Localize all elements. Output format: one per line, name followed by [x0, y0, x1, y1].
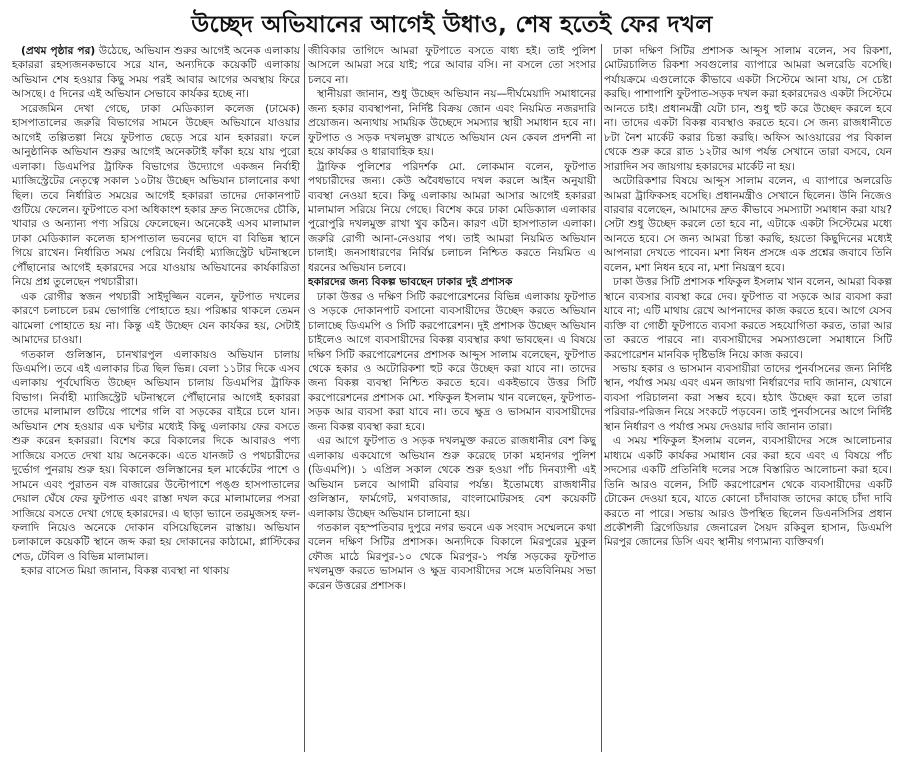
paragraph	[308, 521, 596, 593]
headline: উচ্ছেদ অভিযানের আগেই উধাও, শেষ হতেই ফের দখল	[191, 12, 713, 38]
paragraph	[604, 275, 892, 362]
subheading: হকারদের জন্য বিকল্প ভাবছেন ঢাকার দুই প্রশাসক	[308, 276, 513, 289]
paragraph	[12, 44, 300, 102]
column-3	[604, 44, 892, 756]
paragraph	[604, 434, 892, 550]
article-columns	[12, 44, 892, 756]
column-2	[308, 44, 596, 756]
paragraph-text: সভায় হকার ও ভাসমান ব্যবসায়ীরা তাদের পুনর্বাসনের জন্য নির্দিষ্ট স্থান, পর্যাপ্ত সময় এবং এমন জায়গা নির্ধারণের দাবি জানান, যেখানে ব্যবসা পরিচালনা করা সম্ভব হবে। হঠাৎ উচ্ছেদ করা হলে তারা পরিবার-পরিজন নিয়ে সংকটে পড়বেন। তাই পুনর্বাসনের আগে নির্দিষ্ট স্থান নির্ধারণ ও পর্যাপ্ত সময় দেওয়ার দাবি জানান তারা।	[604, 362, 892, 433]
paragraph-text: এক রোগীর স্বজন পথচারী সাইদুজ্জিন বলেন, ফুটপাত দখলের কারণে চলাচলে চরম ভোগান্তি পোহাতে হয়। পরিষ্কার থাকলে তেমন ঝামেলা পোহাতে হয় না। কিন্তু এই উচ্ছেদ যেন কার্যকর হয়, সেটাই আমাদের চাওয়া।	[12, 290, 300, 347]
paragraph-text: গতকাল বৃহস্পতিবার দুপুরে নগর ভবনে এক সংবাদ সম্মেলনে কথা বলেন দক্ষিণ সিটির প্রশাসক। অন্যদিকে বিকালে মিরপুরের মুকুল ফৌজ মাঠে মিরপুর-১০ থেকে মিরপুর-১ পর্যন্ত সড়কের ফুটপাত দখলমুক্ত করতে ভাসমান ও ক্ষুদ্র ব্যবসায়ীদের সঙ্গে মতবিনিময় সভা করেন উত্তরের প্রশাসক।	[308, 521, 596, 592]
paragraph-text: জীবিকার তাগিদে আমরা ফুটপাতে বসতে বাধ্য হই। তাই পুলিশ আসলে আমরা সরে যাই; পরে আবার বসি। না বসলে তো সংসার চলবে না।	[308, 45, 596, 86]
continuation-marker: (প্রথম পৃষ্ঠার পর)	[21, 45, 96, 57]
paragraph-text: এ সময় শফিকুল ইসলাম বলেন, ব্যবসায়ীদের সঙ্গে আলোচনার মাধ্যমে একটি কার্যকর সমাধান বের করা হবে এবং এ বিষয়ে পাঁচ সদস্যের একটি প্রতিনিধি দলের সঙ্গে বিস্তারিত আলোচনা করা হবে। তিনি আরও বলেন, সিটি করপোরেশন থেকে ব্যবসায়ীদের একটি টোকেন দেওয়া হবে, যাতে কোনো চাঁদাবাজ তাদের কাছে চাঁদা দাবি করতে না পারে। সভায় আরও উপস্থিত ছিলেন ডিএনসিসির প্রধান প্রকৌশলী ব্রিগেডিয়ার জেনারেল সৈয়দ রকিবুল হাসান, ডিএমপি মিরপুর জোনের ডিসি এবং স্থানীয় গণ্যমান্য ব্যক্তিবর্গ।	[604, 435, 892, 549]
paragraph	[12, 290, 300, 348]
paragraph-text: স্থানীয়রা জানান, শুধু উচ্ছেদ অভিযান নয়—দীর্ঘমেয়াদি সমাধানের জন্য হকার ব্যবস্থাপনা, নির্দিষ্ট বিক্রয় জোন এবং নিয়মিত নজরদারি প্রয়োজন। অন্যথায় সাময়িক উচ্ছেদে সমস্যার স্থায়ী সমাধান হবে না। ফুটপাত ও সড়ক দখলমুক্ত রাখতে অভিযান যেন কেবল প্রদর্শনী না হয়ে কার্যকর ও ধারাবাহিক হয়।	[308, 88, 596, 159]
paragraph	[12, 102, 300, 290]
paragraph-text: ঢাকা উত্তর সিটি প্রশাসক শফিকুল ইসলাম খান বলেন, আমরা বিকল্প স্থানে ব্যবসার ব্যবস্থা করে দেব। ফুটপাত বা সড়কে আর ব্যবসা করা যাবে না; এটি মাথায় রেখে আপনাদের কাজ করতে হবে। আগে যেসব ব্যক্তি বা গোষ্ঠী ফুটপাতে ব্যবসা করতে সহযোগিতা করত, তারা আর তা করতে পারবে না। ব্যবসায়ীদের সমস্যাগুলো সমাধানে সিটি করপোরেশন মানবিক দৃষ্টিভঙ্গি নিয়ে কাজ করবে।	[604, 276, 892, 361]
paragraph	[308, 290, 596, 435]
paragraph	[12, 564, 300, 578]
paragraph-text: ঢাকা উত্তর ও দক্ষিণ সিটি করপোরেশনের বিভিন্ন এলাকায় ফুটপাত ও সড়কে দোকানপাট বসানো ব্যবসায়ীদের উচ্ছেদ করতে অভিযান চালাচ্ছে ডিএমপি ও সিটি করপোরেশন। দুই প্রশাসক উচ্ছেদ অভিযান চাইলেও আগে ব্যবসায়ীদের বিকল্প ব্যবস্থার কথা ভাবছেন। এ বিষয়ে দক্ষিণ সিটি করপোরেশনের প্রশাসক আব্দুস সালাম বলেছেন, ফুটপাত থেকে হকার ও অটোরিকশা হুট করে উচ্ছেদ করা যাবে না। তাদের জন্য বিকল্প ব্যবস্থা নিশ্চিত করতে হবে। একইভাবে উত্তর সিটি করপোরেশনের প্রশাসক মো. শফিকুল ইসলাম খান বলেছেন, ফুটপাত-সড়ক আর ব্যবসা করা যাবে না। তবে ক্ষুদ্র ও ভাসমান ব্যবসায়ীদের জন্য বিকল্প ব্যবস্থা করা হবে।	[308, 290, 596, 433]
paragraph-text: সরেজমিন দেখা গেছে, ঢাকা মেডিক্যাল কলেজ (ঢামেক) হাসপাতালের জরুরি বিভাগের সামনে উচ্ছেদ অভিযানে যাওয়ার আগেই তল্পিতল্পা নিয়ে ফুটপাত ছেড়ে সরে যান হকাররা। ফলে আনুষ্ঠানিক অভিযান শুরুর আগেই অনেকটাই ফাঁকা হয়ে যায় পুরো এলাকা। ডিএমপির ট্রাফিক বিভাগের উদ্যোগে একজন নির্বাহী ম্যাজিস্ট্রেটের নেতৃত্বে সকাল ১০টায় উচ্ছেদ অভিযান চালানোর কথা ছিল। তবে নির্ধারিত সময়ের আগেই হকাররা তাদের দোকানপাট গুটিয়ে ফেলেন। ফুটপাতে বসা অধিকাংশ হকার দ্রুত নিজেদের চৌকি, খাবার ও অন্যান্য পণ্য সরিয়ে ফেলেছেন। অনেকেই এসব মালামাল ঢাকা মেডিক্যাল কলেজ হাসপাতাল ভবনের ছাদে বা বিভিন্ন স্থানে গিয়ে রাখেন। নির্ধারিত সময় পেরিয়ে নির্বাহী ম্যাজিস্ট্রেট ঘটনাস্থলে পৌঁছানোর আগেই হকারদের সরে যাওয়ায় অভিযানের কার্যকারিতা নিয়ে প্রশ্ন তুলেছেন পথচারীরা।	[12, 102, 300, 289]
paragraph	[604, 362, 892, 434]
paragraph-text: ঢাকা দক্ষিণ সিটির প্রশাসক আব্দুস সালাম বলেন, সব রিকশা, মোটরচালিত রিকশা সবগুলোর ব্যাপারে আমরা অলরেডি বসেছি। পর্যায়ক্রমে এগুলোকে কীভাবে একটা সিস্টেমে আনা যায়, সে চেষ্টা করছি। পাশাপাশি ফুটপাত-সড়ক দখল করা হকারদেরও একটা সিস্টেমে আনতে চাই। প্রধানমন্ত্রী যেটা চান, শুধু হুট করে উচ্ছেদ করলে হবে না। তাদের একটা বিকল্প ব্যবস্থাও করতে হবে। সে জন্য রাজধানীতে ৮টা নৈশ মার্কেট করার চিন্তা করছি। অফিস আওয়ারের পর বিকাল থেকে শুরু করে রাত ১২টার আগ পর্যন্ত সেখানে তারা বসবে, যেন সারাদিন সব জায়গায় হকারদের মার্কেট না হয়।	[604, 45, 892, 173]
column-1	[12, 44, 300, 756]
paragraph-text: উঠেছে, অভিযান শুরুর আগেই অনেক এলাকায় হকাররা রহস্যজনকভাবে সরে যান, অন্যদিকে কয়েকটি এলাকায় অভিযান শেষ হওয়ার কিছু সময় পরই আবার আগের অবস্থায় ফিরে আসছে। ৫ দিনের এই অভিযান সেভাবে কার্যকর হচ্ছে না।	[12, 45, 300, 101]
paragraph	[308, 434, 596, 521]
paragraph	[604, 174, 892, 275]
paragraph-text: ট্রাফিক পুলিশের পরিদর্শক মো. লোকমান বলেন, ফুটপাত পথচারীদের জন্য। কেউ অবৈধভাবে দখল করলে আইন অনুযায়ী ব্যবস্থা নেওয়া হবে। কিছু এলাকায় আমরা আসার আগেই হকাররা মালামাল সরিয়ে নিয়ে গেছে। বিশেষ করে ঢাকা মেডিক্যাল এলাকার পুরোপুরি দখলমুক্ত রাখা খুব কঠিন। কারণ এটা হাসপাতাল এলাকা। জরুরি রোগী আনা-নেওয়ার পথ। তাই আমরা নিয়মিত অভিযান চালাই। জনসাধারণের নির্বিঘ্ন চলাচল নিশ্চিত করতে নিয়মিত এ ধরনের অভিযান চলবে।	[308, 160, 596, 274]
paragraph-text: হকার বাসেত মিয়া জানান, বিকল্প ব্যবস্থা না থাকায়	[21, 565, 230, 578]
paragraph	[308, 160, 596, 276]
paragraph	[12, 348, 300, 565]
paragraph	[604, 44, 892, 174]
paragraph	[308, 44, 596, 87]
paragraph	[308, 87, 596, 159]
paragraph-text: অটোরিকশার বিষয়ে আব্দুস সালাম বলেন, এ ব্যাপারে অলরেডি আমরা ট্রাফিকসহ বসেছি। প্রধানমন্ত্রীও সেখানে ছিলেন। উনি নিজেও বারবার বলেছেন, আমাদের দ্রুত কীভাবে সমস্যাটা সমাধান করা যায়? সেটা শুধু উচ্ছেদ করলে তো হবে না, এটাকে একটা সিস্টেমের মধ্যে আনতে হবে। সে জন্য আমরা চিন্তা করছি, হয়তো কিছুদিনের মধ্যেই আপনারা দেখতে পাবেন। মশা নিধন প্রসঙ্গে এক প্রশ্নের জবাবে তিনি বলেন, মশা নিধন হবে না, মশা নিয়ন্ত্রণ হবে।	[604, 175, 892, 274]
paragraph-text: গতকাল গুলিস্তান, চানখারপুল এলাকায়ও অভিযান চালায় ডিএমপি। তবে এই এলাকার চিত্র ছিল ভিন্ন। বেলা ১১টার দিকে এসব এলাকায় পূর্বঘোষিত উচ্ছেদ অভিযান চালায় ডিএমপির ট্রাফিক বিভাগ। নির্বাহী ম্যাজিস্ট্রেট ঘটনাস্থলে পৌঁছানোর আগেই হকাররা তাদের মালামাল গুটিয়ে পাশের গলি বা সড়কের বাইরে চলে যান। অভিযান শেষ হওয়ার এক ঘণ্টার মধ্যেই কিছু এলাকায় ফের বসতে শুরু করেন হকাররা। বিশেষ করে বিকালের দিকে আবারও পণ্য সাজিয়ে বসতে দেখা যায় অনেককে। এতে যানজট ও পথচারীদের দুর্ভোগ পুনরায় শুরু হয়। বিকালে গুলিস্তানের হল মার্কেটের পাশে ও সামনে এবং পুরাতন বঙ্গ বাজারের উল্টোপাশে পঙ্গু হাসপাতালের দেয়াল ঘেঁষে ফের ফুটপাত এবং রাস্তা দখল করে মালামালের পসরা সাজিয়ে বসতে দেখা গেছে হকারদের। এ ছাড়া ভ্যানে তরমুজসহ ফল-ফলাদি নিয়েও অনেকে দোকান বসিয়েছিলেন রাস্তায়। অভিযান চলাকালে কয়েকটি স্থানে জব্দ করা হয় দোকানের কাঠামো, প্লাস্টিকের শেড, টেবিল ও বিভিন্ন মালামাল।	[12, 348, 300, 563]
paragraph-text: এর আগে ফুটপাত ও সড়ক দখলমুক্ত করতে রাজধানীর বেশ কিছু এলাকায় একযোগে অভিযান শুরু করেছে ঢাকা মহানগর পুলিশ (ডিএমপি)। ১ এপ্রিল সকাল থেকে শুরু হওয়া পাঁচ দিনব্যাপী এই অভিযান চলবে আগামী রবিবার পর্যন্ত। ইতোমধ্যে রাজধানীর গুলিস্তান, ফার্মগেট, মগবাজার, বাংলামোটরসহ বেশ কয়েকটি এলাকায় উচ্ছেদ অভিযান চালানো হয়।	[308, 435, 596, 520]
